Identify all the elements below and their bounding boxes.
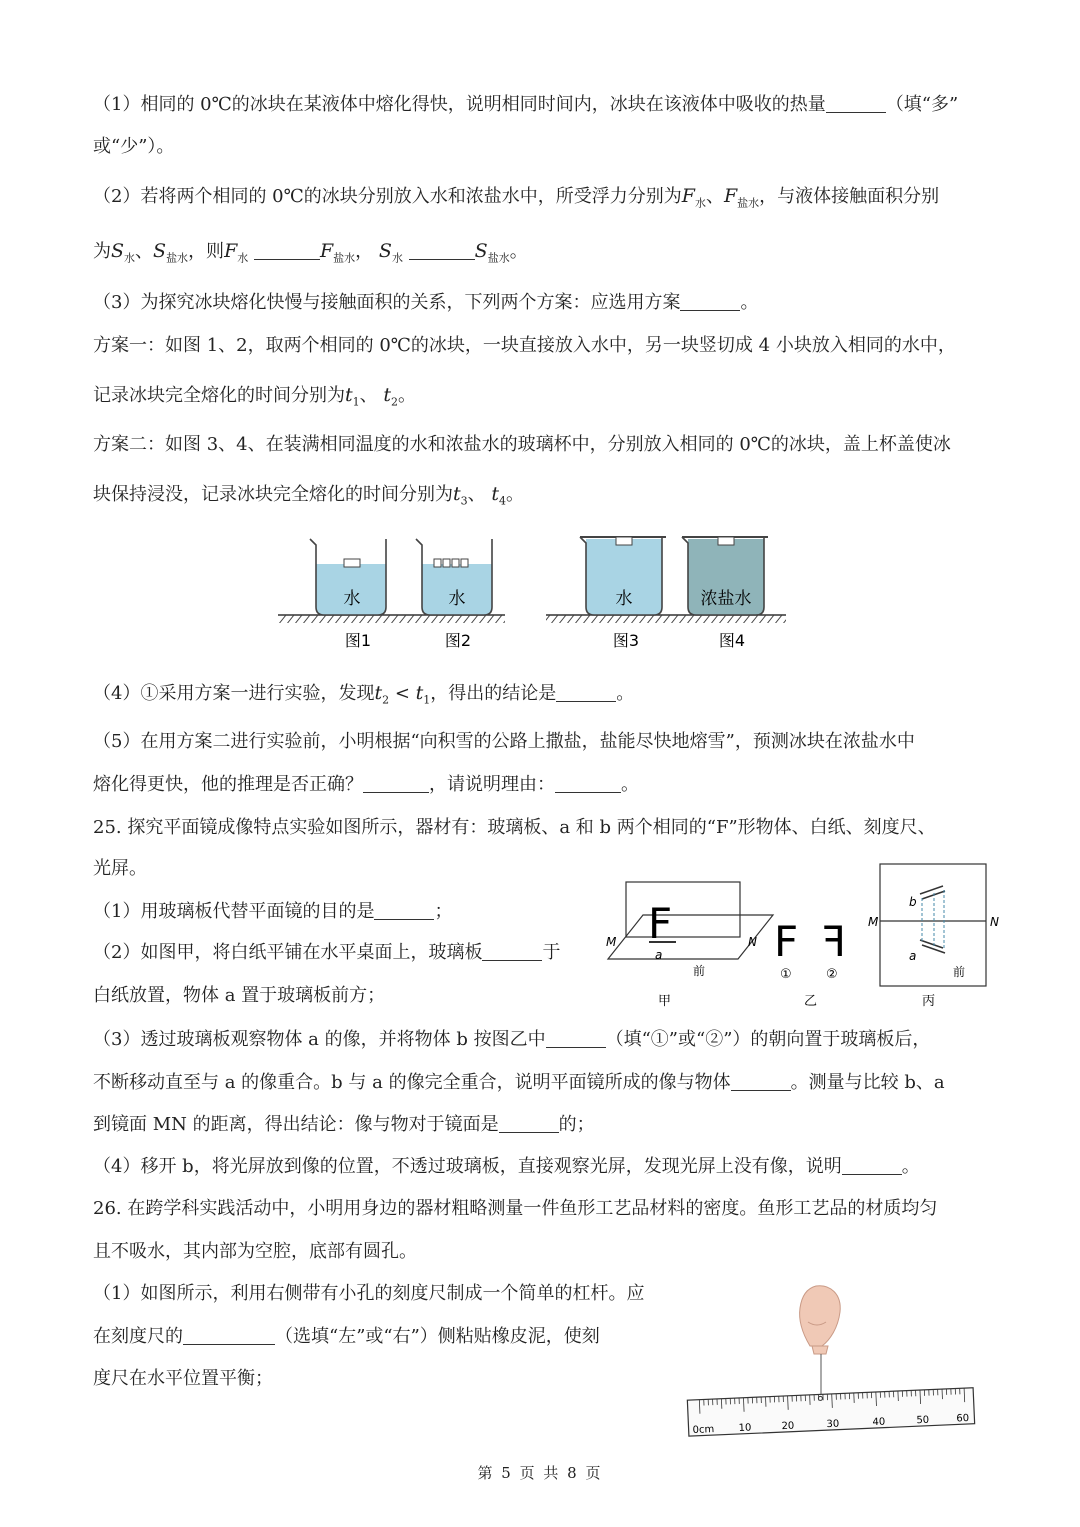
q26-part1-line3 (93, 1366, 273, 1392)
q26-part1-text: （1）如图所示，利用右侧带有小孔的刻度尺制成一个简单的杠杆。应 (93, 1283, 645, 1304)
label-a: a (655, 948, 663, 962)
beaker-2-label: 水 (448, 589, 466, 609)
q24-part2-pre: 为 (93, 241, 111, 262)
q26-part1-pre: 在刻度尺的 (93, 1326, 183, 1347)
q25-part2-line1 (93, 940, 560, 966)
fig-4-caption: 图4 (718, 631, 746, 650)
label-M: M (606, 935, 617, 949)
less-than: < (389, 683, 416, 704)
symbol-F: F (319, 240, 334, 262)
sub-water: 水 (237, 251, 249, 265)
answer-blank[interactable] (374, 901, 434, 920)
sub-brine: 盐水 (737, 196, 760, 210)
answer-blank[interactable] (555, 774, 621, 793)
figure-jia (606, 882, 773, 1009)
q25-part2-line2 (93, 983, 385, 1009)
sub-brine: 盐水 (487, 251, 510, 265)
q25-part3-text: （3）透过玻璃板观察物体 a 的像，并将物体 b 按图乙中 (93, 1029, 546, 1050)
q24-plan1-text2: 记录冰块完全熔化的时间分别为 (93, 385, 345, 406)
beaker-1-label: 水 (343, 589, 361, 609)
q25-stem-text: 25. 探究平面镜成像特点实验如图所示，器材有：玻璃板、a 和 b 两个相同的“F”形物体、白纸、刻度尺、 (93, 817, 936, 838)
q25-part2-end: 于 (542, 942, 561, 963)
hand-icon (800, 1286, 841, 1354)
figure-yi (774, 917, 846, 1009)
label-a: a (909, 949, 917, 963)
q25-stem-line1 (93, 815, 936, 841)
q24-part5-text: （5）在用方案二进行实验前，小明根据“向积雪的公路上撒盐，盐能尽快地熔雪”，预测冰块在浓盐水中 (93, 731, 915, 752)
q25-part1 (93, 899, 452, 925)
f-orientation-1: F (774, 917, 799, 966)
q25-part3-line1 (93, 1027, 930, 1053)
symbol-F: F (723, 185, 738, 207)
q25-part3-end3: 的； (558, 1114, 595, 1135)
q24-part5-text3: ，请说明理由： (429, 774, 555, 795)
label-M: M (868, 915, 879, 929)
symbol-F: F (224, 240, 238, 262)
q24-part1-line1 (93, 92, 958, 118)
answer-blank[interactable] (842, 1156, 902, 1175)
label-N: N (990, 915, 999, 929)
caption-bing: 丙 (922, 994, 936, 1009)
label-b: b (909, 895, 917, 909)
symbol-t: t (415, 682, 424, 704)
object-a-F: F (648, 899, 673, 948)
sub-water: 水 (391, 251, 403, 265)
q25-part3-text2: 不断移动直至与 a 的像重合。b 与 a 的像完全重合，说明平面镜所成的像与物体 (93, 1072, 731, 1093)
object-a-top (920, 940, 945, 953)
period: 。 (616, 683, 635, 704)
q24-part4-text: （4）①采用方案一进行实验，发现 (93, 683, 375, 704)
sub-1: 1 (423, 693, 431, 707)
period: 。 (740, 292, 759, 313)
answer-blank[interactable] (254, 241, 320, 260)
separator: 、 (467, 484, 486, 505)
separator: 、 (135, 241, 154, 262)
sub-3: 3 (460, 494, 468, 508)
ground-hatch-right (546, 615, 786, 623)
symbol-t: t (453, 483, 461, 505)
q25-part2-text2: 白纸放置，物体 a 置于玻璃板前方； (93, 985, 386, 1006)
symbol-t: t (345, 384, 353, 406)
q26-part1-post: （选填“左”或“右”）侧粘贴橡皮泥，使刻 (275, 1326, 600, 1347)
q25-stem-text2: 光屏。 (93, 858, 147, 879)
q26-part1-text3: 度尺在水平位置平衡； (93, 1368, 273, 1389)
symbol-S: S (474, 240, 488, 262)
q24-part1-text: （1）相同的 0℃的冰块在某液体中熔化得快，说明相同时间内，冰块在该液体中吸收的热量 (93, 94, 826, 115)
answer-blank[interactable] (499, 1114, 559, 1133)
q25-part3-line2 (93, 1070, 945, 1096)
mirror-figures (598, 860, 1003, 1010)
caption-jia: 甲 (658, 994, 672, 1009)
q24-part2-line2 (93, 238, 528, 272)
figure-bing (868, 864, 999, 1009)
sub-2: 2 (391, 395, 399, 409)
ice-block (344, 559, 360, 567)
glass-plate (626, 882, 740, 937)
q24-part2-text: （2）若将两个相同的 0℃的冰块分别放入水和浓盐水中，所受浮力分别为 (93, 186, 682, 207)
q24-part1-tail: （填“多” (885, 94, 959, 115)
q24-part5-line1 (93, 729, 915, 755)
ice-block (616, 537, 632, 545)
q24-plan1-line2 (93, 382, 416, 416)
comma: ， (355, 241, 374, 262)
symbol-t: t (383, 384, 392, 406)
label-N: N (748, 935, 757, 949)
ground-hatch-left (278, 615, 505, 623)
fig-3-caption: 图3 (612, 631, 640, 650)
symbol-S: S (111, 240, 125, 262)
ruler-lever-figure (680, 1282, 980, 1442)
period: 。 (506, 484, 525, 505)
q24-part5-line2 (93, 772, 639, 798)
ruler (687, 1388, 974, 1436)
q26-part1-line2 (93, 1324, 600, 1350)
beaker-4-label: 浓盐水 (700, 589, 752, 609)
sub-brine: 盐水 (333, 251, 356, 265)
beaker-3-label: 水 (615, 589, 633, 609)
q26-part1-line1 (93, 1281, 644, 1307)
q26-stem-text: 26. 在跨学科实践活动中，小明用身边的器材粗略测量一件鱼形工艺品材料的密度。鱼形工艺品的材质均匀 (93, 1198, 938, 1219)
sub-1: 1 (352, 395, 360, 409)
q24-part1-cont: 或“少”）。 (93, 136, 175, 157)
q25-part1-text: （1）用玻璃板代替平面镜的目的是 (93, 901, 375, 922)
q24-part5-text2: 熔化得更快，他的推理是否正确？ (93, 774, 363, 795)
symbol-t: t (374, 682, 383, 704)
ice-piece (443, 559, 450, 567)
answer-blank[interactable] (482, 942, 542, 961)
answer-blank[interactable] (183, 1326, 275, 1345)
q24-plan2-text2: 块保持浸没，记录冰块完全熔化的时间分别为 (93, 484, 453, 505)
q25-part3-line3 (93, 1112, 595, 1138)
page-footer: 第 5 页 共 8 页 (477, 1464, 603, 1482)
q24-part3 (93, 290, 758, 316)
sub-water: 水 (124, 251, 136, 265)
period: 。 (398, 385, 417, 406)
fig-1-caption: 图1 (344, 631, 372, 650)
q24-part3-text: （3）为探究冰块熔化快慢与接触面积的关系，下列两个方案：应选用方案 (93, 292, 681, 313)
q26-stem-line2 (93, 1239, 417, 1265)
ice-piece (461, 559, 468, 567)
q24-plan2-line2 (93, 481, 524, 515)
label-front: 前 (693, 964, 706, 978)
f-orientation-2: F (821, 917, 846, 966)
symbol-t: t (491, 483, 500, 505)
answer-blank[interactable] (546, 1029, 606, 1048)
q25-part2-text: （2）如图甲，将白纸平铺在水平桌面上，玻璃板 (93, 942, 483, 963)
ruler-label-50: 50 (916, 1414, 930, 1427)
q24-part4-text2: ，得出的结论是 (430, 683, 557, 704)
label-circle-1: ① (780, 967, 792, 982)
q25-part4-text: （4）移开 b，将光屏放到像的位置，不透过玻璃板，直接观察光屏，发现光屏上没有像，说明 (93, 1156, 842, 1177)
answer-blank[interactable] (556, 683, 616, 702)
sub-water: 水 (694, 196, 706, 210)
label-front: 前 (953, 965, 966, 979)
period: 。 (621, 774, 639, 795)
answer-blank[interactable] (826, 94, 886, 113)
symbol-S: S (153, 240, 167, 262)
q24-plan2-text: 方案二：如图 3、4、在装满相同温度的水和浓盐水的玻璃杯中，分别放入相同的 0℃的冰块，盖上杯盖使冰 (93, 434, 951, 455)
q25-part3-text3: 到镜面 MN 的距离，得出结论：像与物对于镜面是 (93, 1114, 499, 1135)
q25-part4 (93, 1154, 920, 1180)
ruler-label-40: 40 (872, 1416, 886, 1429)
sub-4: 4 (499, 494, 507, 508)
q25-part3-end2: 。测量与比较 b、a (790, 1072, 945, 1093)
answer-blank[interactable] (409, 241, 475, 260)
beaker-figures (270, 525, 810, 655)
symbol-F: F (681, 185, 695, 207)
ruler-label-0: 0cm (692, 1424, 715, 1437)
q24-part2-mid: ，则 (188, 241, 225, 262)
answer-blank[interactable] (363, 774, 429, 793)
paper-top-view (880, 864, 986, 986)
sub-brine: 盐水 (166, 251, 189, 265)
caption-yi: 乙 (804, 994, 818, 1009)
q24-plan1-line1 (93, 333, 956, 359)
ice-piece (452, 559, 459, 567)
ice-piece (434, 559, 441, 567)
fig-2-caption: 图2 (444, 631, 472, 650)
reflection-guides (922, 890, 944, 950)
separator: 、 (705, 186, 724, 207)
ruler-label-60: 60 (956, 1412, 970, 1425)
ruler-label-20: 20 (781, 1420, 795, 1433)
sub-2: 2 (382, 693, 390, 707)
q24-part1-line2 (93, 134, 174, 160)
q24-part4 (93, 680, 634, 714)
q26-stem-text2: 且不吸水，其内部为空腔，底部有圆孔。 (93, 1241, 417, 1262)
label-circle-2: ② (826, 967, 838, 982)
q25-stem-line2 (93, 856, 147, 882)
q26-stem-line1 (93, 1196, 937, 1222)
ruler-label-10: 10 (738, 1422, 752, 1434)
q25-part4-end: 。 (901, 1156, 920, 1177)
answer-blank[interactable] (680, 292, 740, 311)
object-b-top (920, 886, 945, 899)
symbol-S: S (378, 240, 392, 262)
ruler-label-30: 30 (826, 1418, 840, 1431)
q24-part2-line1 (93, 183, 939, 217)
separator: 、 (359, 385, 378, 406)
answer-blank[interactable] (731, 1072, 791, 1091)
ice-block (718, 537, 734, 545)
q25-part1-end: ； (434, 901, 453, 922)
q25-part3-end: （填“①”或“②”）的朝向置于玻璃板后， (605, 1029, 931, 1050)
q24-part2-tail: ，与液体接触面积分别 (759, 186, 940, 207)
period: 。 (509, 241, 528, 262)
q24-plan2-line1 (93, 432, 951, 458)
q24-plan1-text: 方案一：如图 1、2，取两个相同的 0℃的冰块，一块直接放入水中，另一块竖切成 4 小块放入相同的水中， (93, 335, 956, 356)
